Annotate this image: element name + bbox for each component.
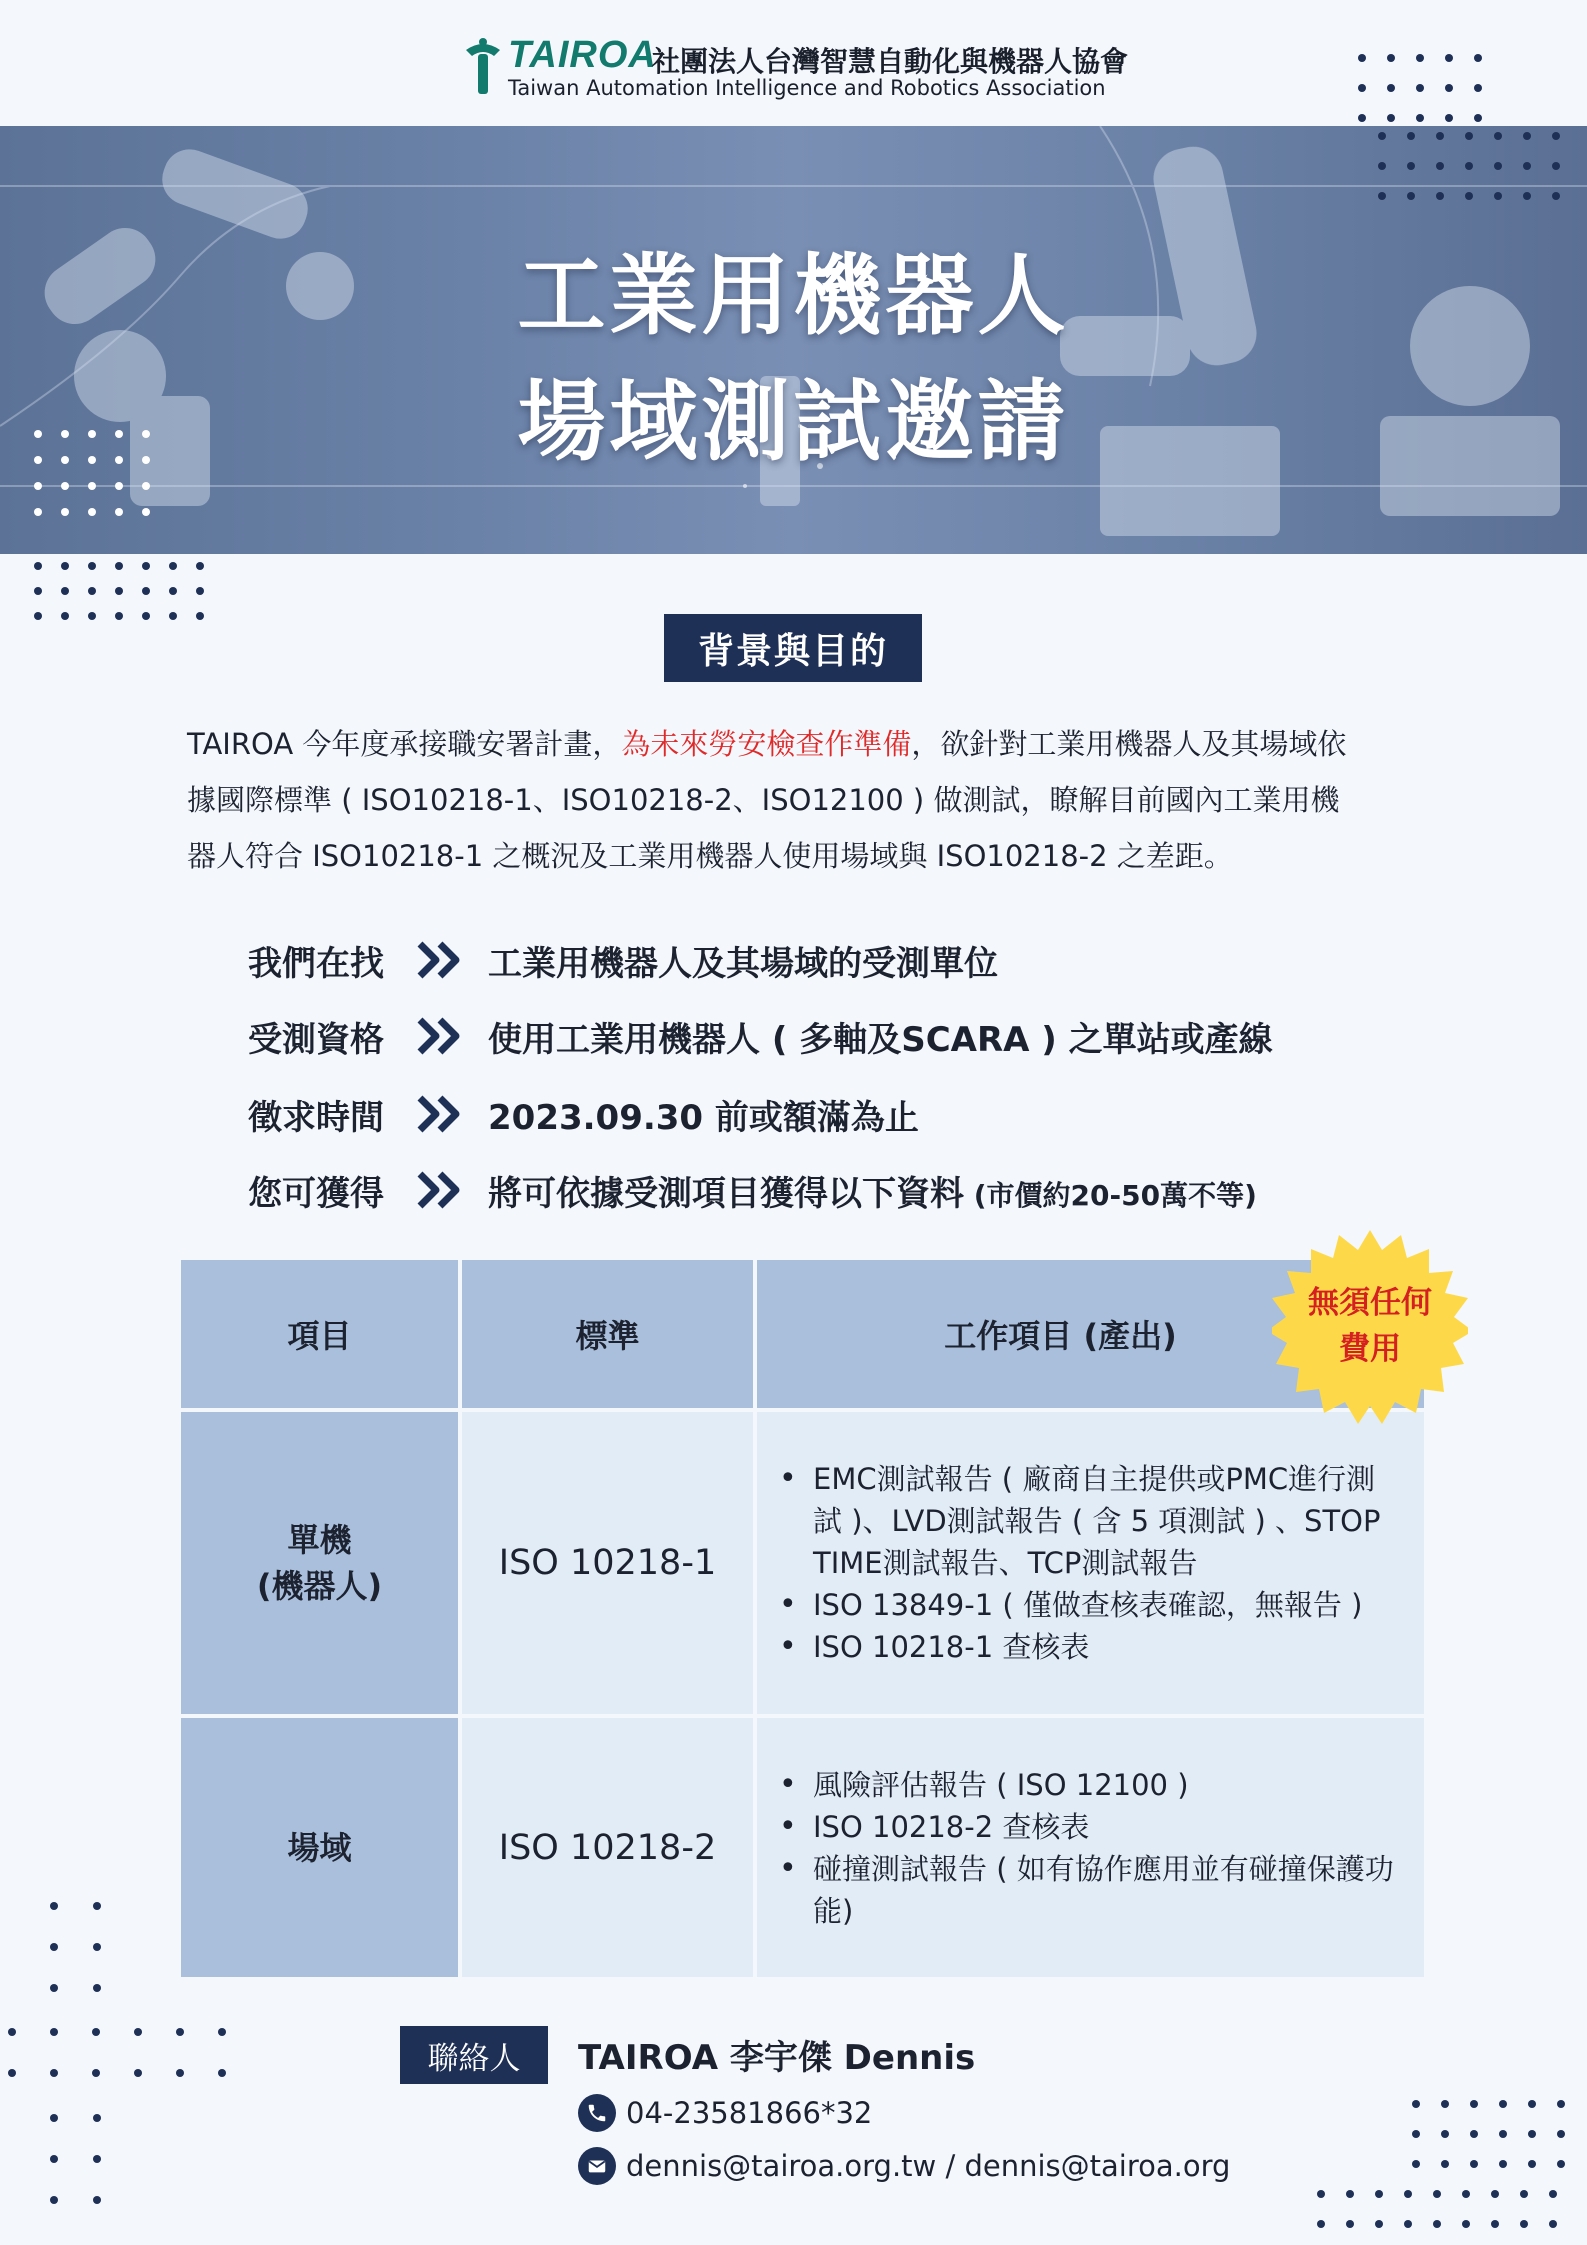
- decorative-dots-left-bottom-lower: [50, 2114, 102, 2204]
- decorative-dots-right-bottom-lower: [1317, 2190, 1557, 2228]
- contact-phone-row: [578, 2093, 872, 2133]
- output-item: • ISO 13849-1 ( 僅做查核表確認，無報告 ): [775, 1584, 1394, 1626]
- output-item: • ISO 10218-2 查核表: [775, 1806, 1394, 1848]
- contact-email[interactable]: dennis@tairoa.org.tw / dennis@tairoa.org: [626, 2149, 1231, 2183]
- table-header-outputs-label: 工作項目 (產出): [944, 1317, 1177, 1355]
- tairoa-logo-icon: [458, 36, 508, 98]
- banner-title-line2: 場域測試邀請: [517, 370, 1070, 473]
- intro-highlight: 為未來勞安檢查作準備: [621, 727, 912, 761]
- hero-banner: [0, 126, 1587, 554]
- table-row-1-standard: ISO 10218-1: [462, 1412, 753, 1714]
- double-chevron-icon: [416, 940, 466, 980]
- info-label: 受測資格: [248, 1020, 384, 1060]
- badge-text: [1272, 1280, 1468, 1372]
- decorative-dots-right-bottom: [1412, 2100, 1565, 2168]
- brand-name: TAIROA: [508, 34, 657, 76]
- intro-text-1: TAIROA 今年度承接職安署計畫，: [187, 727, 622, 761]
- intro-paragraph: [187, 716, 1367, 884]
- deliverables-table: [181, 1260, 1424, 1977]
- output-item: • EMC測試報告 ( 廠商自主提供或PMC進行測試 )、LVD測試報告 ( 含 5 項測試 ) 、STOP TIME測試報告、TCP測試報告: [775, 1458, 1394, 1584]
- table-header-item: 項目: [181, 1260, 458, 1408]
- free-badge: [1272, 1228, 1468, 1424]
- table-header-standard: 標準: [462, 1260, 753, 1408]
- association-logo: [458, 34, 1158, 104]
- info-label: 我們在找: [248, 944, 384, 984]
- info-value: 2023.09.30 前或額滿為止: [488, 1098, 919, 1138]
- info-value-text: 將可依據受測項目獲得以下資料: [488, 1174, 964, 1214]
- info-row-eligibility: [248, 1012, 1488, 1062]
- decorative-dots-banner-right: [1378, 132, 1559, 200]
- double-chevron-icon: [416, 1094, 466, 1134]
- info-value: 使用工業用機器人 ( 多軸及SCARA ) 之單站或產線: [488, 1020, 1273, 1060]
- output-item: • 風險評估報告 ( ISO 12100 ): [775, 1764, 1394, 1806]
- output-list: [775, 1458, 1394, 1668]
- association-name-cn: 社團法人台灣智慧自動化與機器人協會: [652, 45, 1129, 78]
- intro-text-2: ，欲針對工業用機器人及其場域依據國際標準 ( ISO10218-1、ISO10218-2、ISO12100 ) 做測試，瞭解目前國內工業用機器人符合 ISO10218-1 之概況及工業用機器人使用場域與 ISO10218-2 之差距。: [187, 727, 1347, 873]
- table-row-2-item: [181, 1718, 458, 1977]
- row-1-item-line1: 單機: [287, 1521, 352, 1559]
- table-row-1-outputs: [757, 1412, 1424, 1714]
- info-label: 您可獲得: [248, 1174, 384, 1214]
- contact-name: TAIROA 李宇傑 Dennis: [578, 2038, 976, 2078]
- output-item: • 碰撞測試報告 ( 如有協作應用並有碰撞保護功能): [775, 1848, 1394, 1932]
- decorative-dots-left-bottom-wide: [8, 2028, 227, 2077]
- decorative-dots-left-bottom: [50, 1902, 102, 1992]
- output-list: [775, 1764, 1394, 1932]
- info-row-looking-for: [248, 936, 1488, 986]
- contact-label: 聯絡人: [400, 2026, 548, 2084]
- output-item: • ISO 10218-1 查核表: [775, 1626, 1394, 1668]
- double-chevron-icon: [416, 1170, 466, 1210]
- table-row-1-item: [181, 1412, 458, 1714]
- table-row-2-standard: ISO 10218-2: [462, 1718, 753, 1977]
- info-row-benefits: [248, 1166, 1488, 1216]
- decorative-dots-top-right: [1358, 54, 1482, 122]
- contact-email-row: [578, 2146, 1230, 2186]
- info-row-deadline: [248, 1090, 1488, 1140]
- badge-line2: 費用: [1339, 1331, 1401, 1367]
- contact-phone[interactable]: 04-23581866*32: [626, 2096, 873, 2130]
- row-1-item-line2: (機器人): [256, 1567, 383, 1605]
- decorative-dots-left-mid: [34, 562, 203, 620]
- email-icon: [578, 2147, 616, 2185]
- info-label: 徵求時間: [248, 1098, 384, 1138]
- info-value-note: (市價約20-50萬不等): [964, 1179, 1257, 1212]
- banner-title-line1: 工業用機器人: [517, 244, 1070, 347]
- badge-line1: 無須任何: [1308, 1285, 1432, 1321]
- double-chevron-icon: [416, 1016, 466, 1056]
- phone-icon: [578, 2094, 616, 2132]
- row-2-item-line1: 場域: [287, 1828, 352, 1867]
- section-heading: 背景與目的: [664, 614, 922, 682]
- association-name-en: Taiwan Automation Intelligence and Robotics Association: [508, 76, 1106, 100]
- info-value: 工業用機器人及其場域的受測單位: [488, 944, 998, 984]
- table-row-2-outputs: [757, 1718, 1424, 1977]
- info-value: [488, 1166, 1257, 1215]
